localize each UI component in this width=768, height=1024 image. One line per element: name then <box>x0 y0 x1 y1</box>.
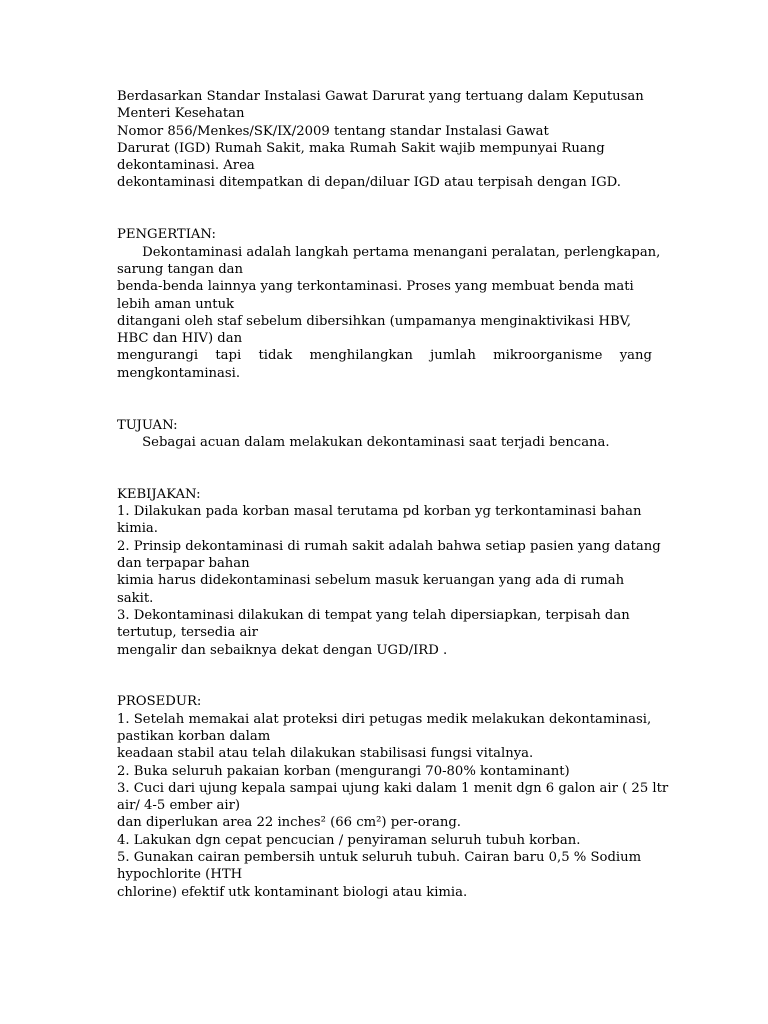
spacer <box>117 192 652 209</box>
text-line: 2. Buka seluruh pakaian korban (mengurangi 70-80% kontaminant) <box>117 763 570 779</box>
word: mengurangi <box>117 348 199 364</box>
text-line: 1. Dilakukan pada korban masal terutama pd korban yg terkontaminasi bahan <box>117 504 642 520</box>
text-line: air/ 4-5 ember air) <box>117 798 241 814</box>
text-line: dekontaminasi. Area <box>117 158 255 174</box>
word: menghilangkan <box>309 348 413 364</box>
text-line: lebih aman untuk <box>117 296 235 312</box>
spacer <box>117 659 652 676</box>
text-line: 2. Prinsip dekontaminasi di rumah sakit adalah bahwa setiap pasien yang datang <box>117 538 661 554</box>
text-line: Berdasarkan Standar Instalasi Gawat Darurat yang tertuang dalam Keputusan <box>117 89 644 104</box>
section-heading: PROSEDUR: <box>117 694 202 710</box>
text-line: dekontaminasi ditempatkan di depan/diluar IGD atau terpisah dengan IGD. <box>117 175 621 191</box>
word: yang <box>619 348 652 364</box>
spacer <box>117 382 652 399</box>
text-line: HBC dan HIV) dan <box>117 331 243 347</box>
pengertian-section <box>117 226 661 382</box>
text-line: kimia. <box>117 521 158 537</box>
spacer <box>117 399 652 416</box>
word: tidak <box>258 348 293 364</box>
intro-paragraph <box>117 88 652 192</box>
text-line: pastikan korban dalam <box>117 728 271 744</box>
spacer <box>117 676 652 693</box>
text-line: Darurat (IGD) Rumah Sakit, maka Rumah Sakit wajib mempunyai Ruang <box>117 140 605 156</box>
text-line: Dekontaminasi adalah langkah pertama menangani peralatan, perlengkapan, <box>117 244 661 260</box>
text-line: dan diperlukan area 22 inches² (66 cm²) per-orang. <box>117 815 461 831</box>
text-line: mengalir dan sebaiknya dekat dengan UGD/IRD . <box>117 642 448 658</box>
kebijakan-section <box>117 486 661 659</box>
tujuan-section <box>117 417 652 452</box>
text-line: Nomor 856/Menkes/SK/IX/2009 tentang standar Instalasi Gawat <box>117 123 549 139</box>
prosedur-section <box>117 693 669 901</box>
word: tapi <box>215 348 242 364</box>
section-heading: PENGERTIAN: <box>117 227 216 243</box>
text-line: chlorine) efektif utk kontaminant biologi atau kimia. <box>117 884 468 900</box>
spacer <box>117 451 652 468</box>
text-line: mengkontaminasi. <box>117 365 241 381</box>
document-page <box>117 88 669 901</box>
word: mikroorganisme <box>493 348 603 364</box>
text-line: 3. Cuci dari ujung kepala sampai ujung kaki dalam 1 menit dgn 6 galon air ( 25 ltr <box>117 780 669 796</box>
text-line: 1. Setelah memakai alat proteksi diri petugas medik melakukan dekontaminasi, <box>117 711 652 727</box>
text-line: sakit. <box>117 590 154 606</box>
text-line: ditangani oleh staf sebelum dibersihkan (umpamanya menginaktivikasi HBV, <box>117 313 632 329</box>
word: jumlah <box>430 348 476 364</box>
spacer <box>117 469 652 486</box>
text-line: 5. Gunakan cairan pembersih untuk seluruh tubuh. Cairan baru 0,5 % Sodium <box>117 850 642 866</box>
justified-line <box>117 347 652 364</box>
text-line: kimia harus didekontaminasi sebelum masuk keruangan yang ada di rumah <box>117 573 625 589</box>
text-line: Sebagai acuan dalam melakukan dekontaminasi saat terjadi bencana. <box>117 434 610 450</box>
text-line: hypochlorite (HTH <box>117 867 243 883</box>
text-line: tertutup, tersedia air <box>117 625 258 641</box>
text-line: benda-benda lainnya yang terkontaminasi. Proses yang membuat benda mati <box>117 279 634 295</box>
text-line: 3. Dekontaminasi dilakukan di tempat yang telah dipersiapkan, terpisah dan <box>117 607 630 623</box>
text-line: dan terpapar bahan <box>117 556 250 572</box>
text-line: sarung tangan dan <box>117 261 243 277</box>
text-line: 4. Lakukan dgn cepat pencucian / penyiraman seluruh tubuh korban. <box>117 832 581 848</box>
spacer <box>117 209 652 226</box>
section-heading: KEBIJAKAN: <box>117 486 201 502</box>
text-line: keadaan stabil atau telah dilakukan stabilisasi fungsi vitalnya. <box>117 746 534 762</box>
section-heading: TUJUAN: <box>117 417 178 433</box>
text-line: Menteri Kesehatan <box>117 106 245 122</box>
